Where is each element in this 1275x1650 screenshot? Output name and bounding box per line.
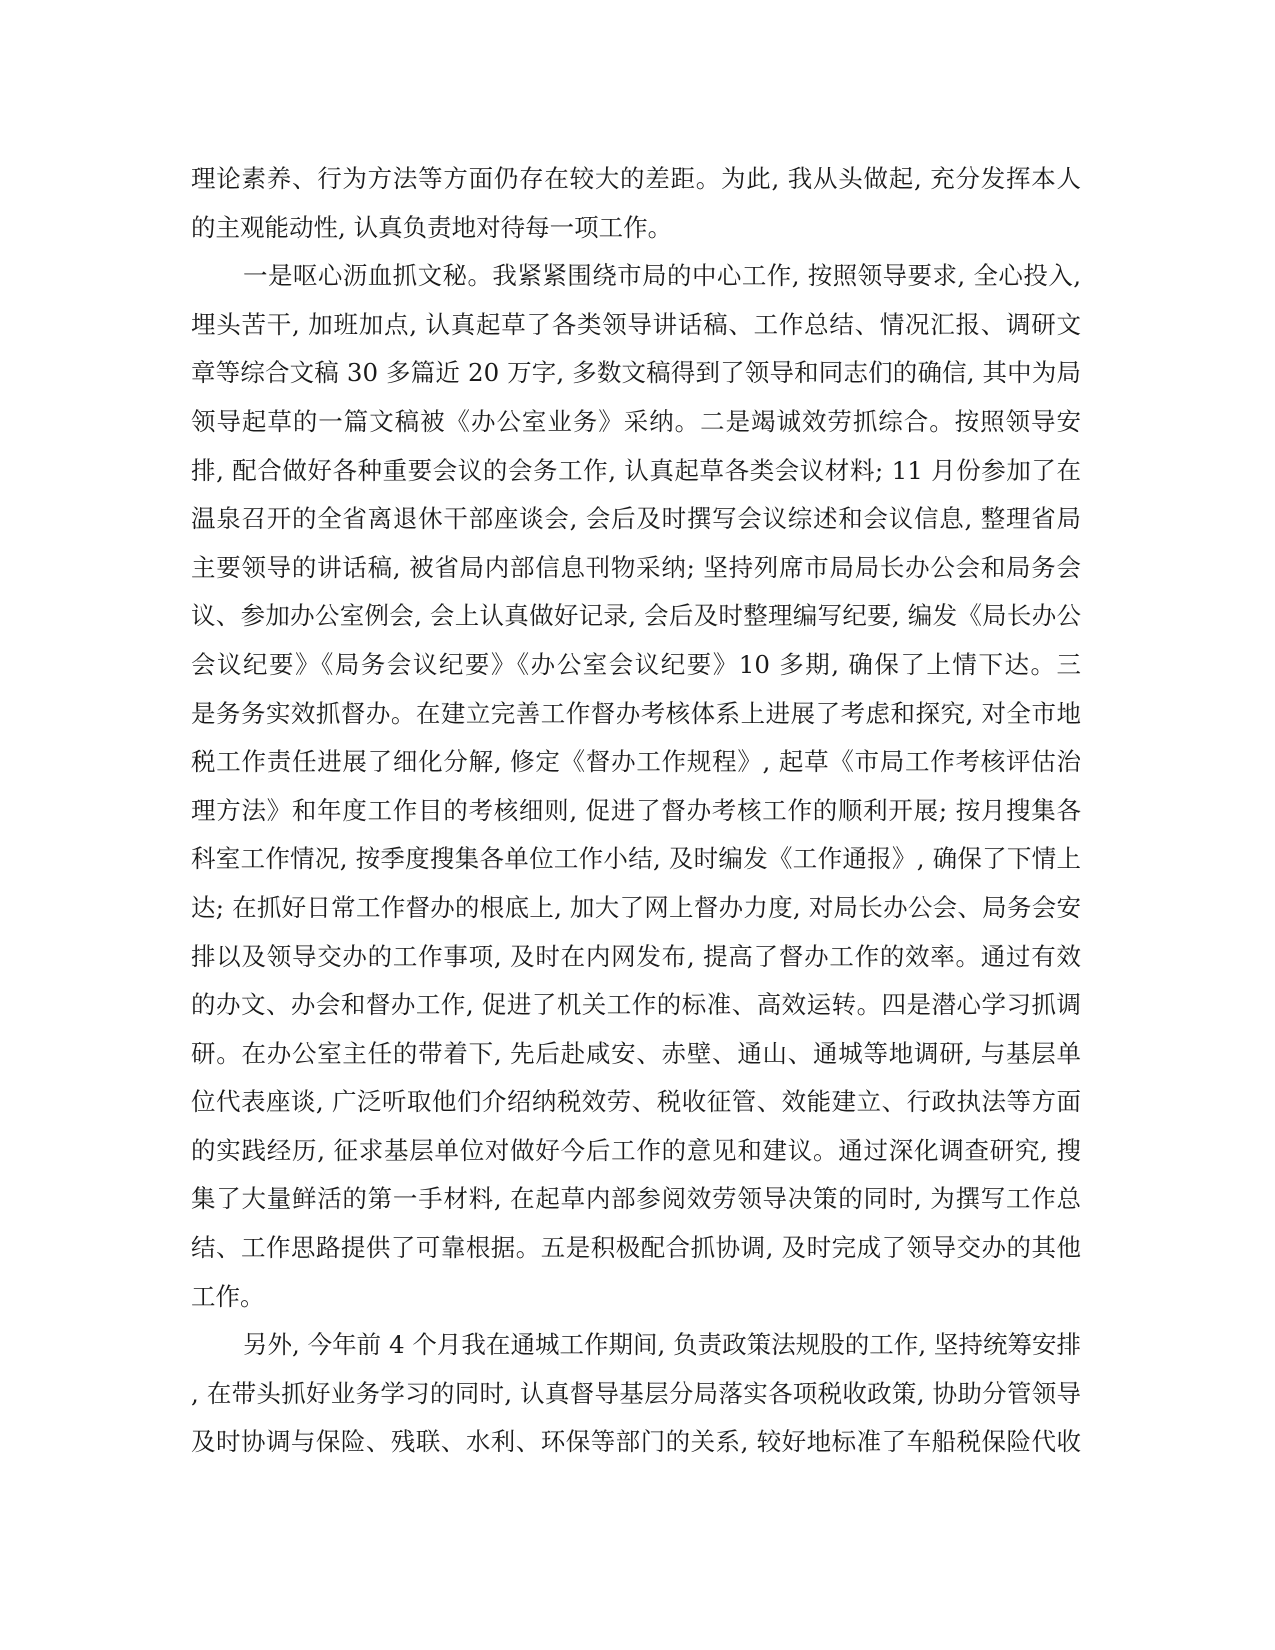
- text-line: 议、参加办公室例会, 会上认真做好记录, 会后及时整理编写纪要, 编发《局长办公: [191, 601, 1081, 631]
- body-text: [191, 155, 1081, 1467]
- text-line: 的实践经历, 征求基层单位对做好今后工作的意见和建议。通过深化调查研究, 搜: [191, 1135, 1081, 1165]
- text-line: 理方法》和年度工作目的考核细则, 促进了督办考核工作的顺利开展; 按月搜集各: [191, 795, 1081, 825]
- text-line: 科室工作情况, 按季度搜集各单位工作小结, 及时编发《工作通报》, 确保了下情上: [191, 844, 1081, 874]
- text-line: 温泉召开的全省离退休干部座谈会, 会后及时撰写会议综述和会议信息, 整理省局: [191, 504, 1081, 534]
- text-line: 集了大量鲜活的第一手材料, 在起草内部参阅效劳领导决策的同时, 为撰写工作总: [191, 1184, 1081, 1214]
- text-line: 章等综合文稿 30 多篇近 20 万字, 多数文稿得到了领导和同志们的确信, 其中为局: [191, 358, 1081, 388]
- text-line: 理论素养、行为方法等方面仍存在较大的差距。为此, 我从头做起, 充分发挥本人: [191, 164, 1081, 193]
- text-line: 研。在办公室主任的带着下, 先后赴咸安、赤壁、通山、通城等地调研, 与基层单: [191, 1038, 1081, 1068]
- text-line: 排以及领导交办的工作事项, 及时在内网发布, 提高了督办工作的效率。通过有效: [191, 941, 1081, 971]
- text-line: 的主观能动性, 认真负责地对待每一项工作。: [191, 212, 673, 242]
- text-line: 税工作责任进展了细化分解, 修定《督办工作规程》, 起草《市局工作考核评估治: [191, 747, 1081, 777]
- text-line: 及时协调与保险、残联、水利、环保等部门的关系, 较好地标准了车船税保险代收: [191, 1427, 1081, 1457]
- text-line: 主要领导的讲话稿, 被省局内部信息刊物采纳; 坚持列席市局局长办公会和局务会: [191, 552, 1081, 582]
- text-line: 一是呕心沥血抓文秘。我紧紧围绕市局的中心工作, 按照领导要求, 全心投入,: [243, 261, 1081, 291]
- text-line: 位代表座谈, 广泛听取他们介绍纳税效劳、税收征管、效能建立、行政执法等方面: [191, 1087, 1081, 1117]
- text-line: 另外, 今年前 4 个月我在通城工作期间, 负责政策法规股的工作, 坚持统筹安排: [243, 1330, 1081, 1360]
- text-line: 达; 在抓好日常工作督办的根底上, 加大了网上督办力度, 对局长办公会、局务会安: [191, 892, 1081, 922]
- text-line: 是务务实效抓督办。在建立完善工作督办考核体系上进展了考虑和探究, 对全市地: [191, 698, 1081, 728]
- text-line: 工作。: [191, 1281, 265, 1311]
- text-line: 的办文、办会和督办工作, 促进了机关工作的标准、高效运转。四是潜心学习抓调: [191, 990, 1081, 1020]
- text-line: 领导起草的一篇文稿被《办公室业务》采纳。二是竭诚效劳抓综合。按照领导安: [191, 406, 1081, 436]
- text-line: 结、工作思路提供了可靠根据。五是积极配合抓协调, 及时完成了领导交办的其他: [191, 1233, 1081, 1263]
- text-line: 排, 配合做好各种重要会议的会务工作, 认真起草各类会议材料; 11 月份参加了在: [191, 455, 1081, 485]
- text-line: , 在带头抓好业务学习的同时, 认真督导基层分局落实各项税收政策, 协助分管领导: [191, 1378, 1081, 1408]
- text-line: 埋头苦干, 加班加点, 认真起草了各类领导讲话稿、工作总结、情况汇报、调研文: [191, 309, 1081, 339]
- text-line: 会议纪要》《局务会议纪要》《办公室会议纪要》10 多期, 确保了上情下达。三: [191, 649, 1081, 679]
